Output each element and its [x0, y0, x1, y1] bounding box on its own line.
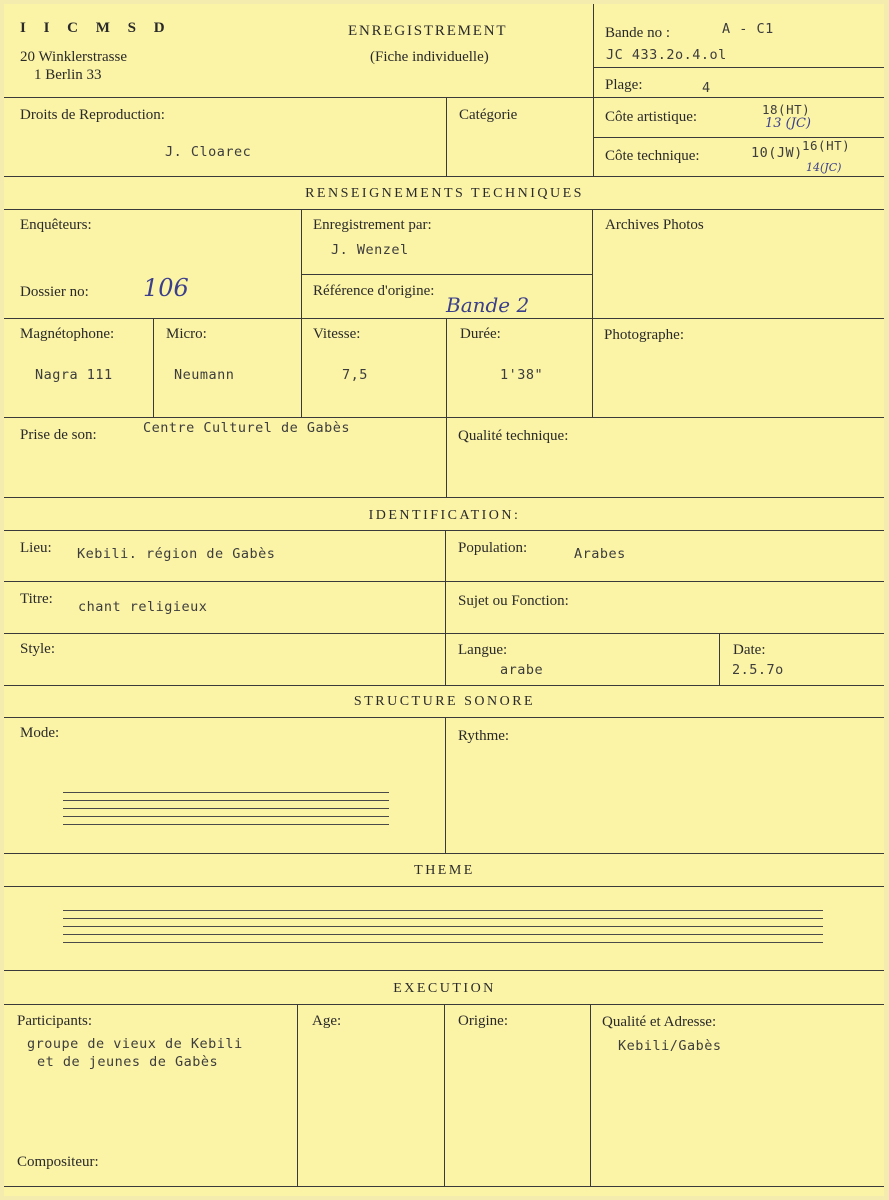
staff-line	[63, 792, 389, 793]
divider	[4, 886, 884, 887]
date-label: Date:	[733, 642, 766, 658]
participants-line-2: et de jeunes de Gabès	[37, 1054, 219, 1070]
form-subtitle: (Fiche individuelle)	[370, 49, 489, 65]
bande-ref: JC 433.2o.4.ol	[606, 47, 727, 63]
divider	[153, 318, 154, 417]
titre-value: chant religieux	[78, 599, 208, 615]
prise-de-son-label: Prise de son:	[20, 427, 97, 443]
staff-line	[63, 926, 823, 927]
compositeur-label: Compositeur:	[17, 1154, 99, 1170]
mode-label: Mode:	[20, 725, 60, 741]
cote-technique-value: 10(JW)	[751, 145, 803, 161]
vitesse-value: 7,5	[342, 367, 368, 383]
style-label: Style:	[20, 641, 56, 657]
staff-line	[63, 934, 823, 935]
staff-line	[63, 942, 823, 943]
participants-line-1: groupe de vieux de Kebili	[27, 1036, 243, 1052]
enqueteurs-label: Enquêteurs:	[20, 217, 92, 233]
magnetophone-label: Magnétophone:	[20, 326, 115, 342]
qualite-technique-label: Qualité technique:	[458, 428, 569, 444]
section-title-identification: IDENTIFICATION:	[368, 508, 521, 523]
staff-line	[63, 910, 823, 911]
address-line-1: 20 Winklerstrasse	[20, 49, 128, 65]
lieu-label: Lieu:	[20, 540, 52, 556]
population-label: Population:	[458, 540, 528, 556]
staff-line	[63, 816, 389, 817]
cote-artistique-label: Côte artistique:	[605, 109, 698, 125]
micro-label: Micro:	[166, 326, 207, 342]
duree-label: Durée:	[460, 326, 501, 342]
droits-label: Droits de Reproduction:	[20, 107, 165, 123]
population-value: Arabes	[574, 546, 626, 562]
date-value: 2.5.7o	[732, 662, 784, 678]
photographe-label: Photographe:	[604, 327, 684, 343]
dossier-value: 106	[143, 274, 189, 302]
prise-de-son-value: Centre Culturel de Gabès	[143, 420, 351, 436]
origine-label: Origine:	[458, 1013, 508, 1029]
duree-value: 1'38"	[500, 367, 544, 383]
vitesse-label: Vitesse:	[313, 326, 361, 342]
rythme-label: Rythme:	[458, 728, 510, 744]
reference-label: Référence d'origine:	[313, 283, 435, 299]
section-title-structure: STRUCTURE SONORE	[353, 694, 536, 709]
divider	[4, 1186, 884, 1187]
cote-technique-label: Côte technique:	[605, 148, 700, 164]
divider	[4, 209, 884, 210]
divider	[593, 67, 884, 68]
cote-technique-handwritten: 14(JC)	[806, 161, 842, 174]
enregistrement-par-value: J. Wenzel	[331, 242, 409, 258]
divider	[719, 633, 720, 685]
staff-line	[63, 918, 823, 919]
divider	[446, 318, 447, 497]
participants-label: Participants:	[17, 1013, 92, 1029]
divider	[4, 497, 884, 498]
langue-value: arabe	[500, 662, 544, 678]
plage-label: Plage:	[605, 77, 643, 93]
form-title: ENREGISTREMENT	[348, 23, 508, 39]
archives-photos-label: Archives Photos	[605, 217, 704, 233]
staff-line	[63, 800, 389, 801]
divider	[590, 1004, 591, 1186]
reference-value: Bande 2	[446, 293, 530, 317]
section-title-theme: THEME	[414, 863, 475, 878]
divider	[444, 1004, 445, 1186]
langue-label: Langue:	[458, 642, 508, 658]
address-line-2: 1 Berlin 33	[34, 67, 102, 83]
divider	[4, 318, 884, 319]
sujet-label: Sujet ou Fonction:	[458, 593, 569, 609]
staff-line	[63, 808, 389, 809]
divider	[4, 717, 884, 718]
divider	[4, 853, 884, 854]
divider	[4, 581, 884, 582]
divider	[445, 530, 446, 685]
divider	[4, 633, 884, 634]
age-label: Age:	[312, 1013, 342, 1029]
divider	[445, 717, 446, 853]
divider	[301, 274, 592, 275]
divider	[592, 209, 593, 417]
section-title-technique: RENSEIGNEMENTS TECHNIQUES	[305, 186, 584, 201]
enregistrement-par-label: Enregistrement par:	[313, 217, 432, 233]
divider	[4, 530, 884, 531]
divider	[4, 685, 884, 686]
divider	[4, 176, 884, 177]
droits-value: J. Cloarec	[165, 144, 252, 160]
divider	[593, 4, 594, 177]
titre-label: Titre:	[20, 591, 53, 607]
magnetophone-value: Nagra 111	[35, 367, 113, 383]
bande-value: A - C1	[722, 21, 774, 37]
micro-value: Neumann	[174, 367, 235, 383]
plage-value: 4	[702, 80, 711, 96]
divider	[446, 97, 447, 177]
section-title-execution: EXECUTION	[393, 981, 496, 996]
divider	[4, 970, 884, 971]
divider	[4, 417, 884, 418]
org-name: I I C M S D	[20, 20, 172, 36]
dossier-label: Dossier no:	[20, 284, 89, 300]
staff-line	[63, 824, 389, 825]
categorie-label: Catégorie	[459, 107, 518, 123]
cote-artistique-value: 18(HT)	[762, 102, 811, 117]
qualite-adresse-label: Qualité et Adresse:	[602, 1014, 717, 1030]
cote-artistique-handwritten: 13 (JC)	[765, 116, 811, 131]
qualite-adresse-value: Kebili/Gabès	[618, 1038, 722, 1054]
cote-technique-value-2: 16(HT)	[802, 138, 851, 153]
lieu-value: Kebili. région de Gabès	[77, 546, 276, 562]
divider	[301, 209, 302, 417]
divider	[4, 97, 884, 98]
bande-label: Bande no :	[605, 25, 670, 41]
divider	[297, 1004, 298, 1186]
